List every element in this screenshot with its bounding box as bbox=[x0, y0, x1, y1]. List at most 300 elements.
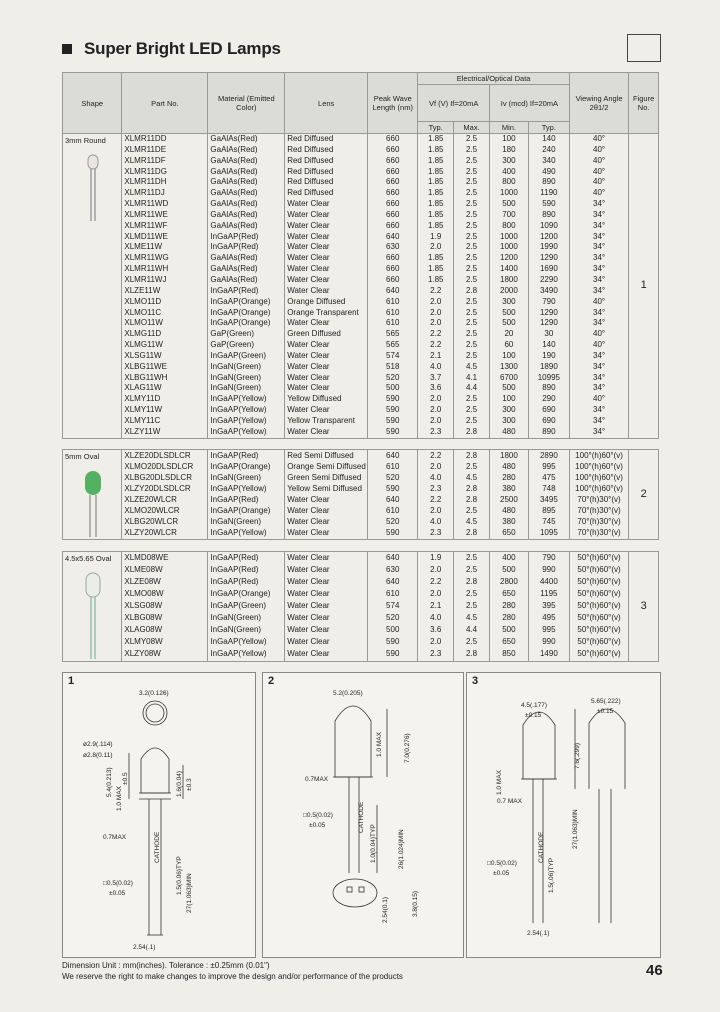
d2-l5: ±0.05 bbox=[309, 822, 326, 829]
material: InGaAP(Green) bbox=[208, 351, 285, 362]
table-row bbox=[63, 232, 659, 243]
iv-min: 380 bbox=[489, 484, 528, 495]
material: InGaN(Green) bbox=[208, 473, 285, 484]
table-row bbox=[63, 253, 659, 264]
table-row bbox=[63, 373, 659, 384]
vf-typ: 2.3 bbox=[418, 427, 454, 438]
iv-min: 480 bbox=[489, 506, 528, 517]
part-no: XLZE08W bbox=[122, 576, 208, 588]
iv-typ: 690 bbox=[528, 405, 569, 416]
material: InGaN(Green) bbox=[208, 613, 285, 625]
vf-max: 2.8 bbox=[454, 286, 490, 297]
part-no: XLMD08WE bbox=[122, 552, 208, 565]
lens: Orange Semi Diffused bbox=[285, 462, 368, 473]
corner-box bbox=[627, 34, 661, 62]
d1-l3: 5.4(0.213) bbox=[106, 767, 113, 797]
material: GaAlAs(Red) bbox=[208, 156, 285, 167]
header-iv: Iv (mcd) If=20mA bbox=[489, 85, 569, 122]
table-row bbox=[63, 576, 659, 588]
viewing-angle: 34° bbox=[569, 427, 628, 438]
vf-typ: 2.1 bbox=[418, 351, 454, 362]
viewing-angle: 40° bbox=[569, 297, 628, 308]
iv-min: 2800 bbox=[489, 576, 528, 588]
diagram-number: 2 bbox=[268, 675, 275, 687]
iv-typ: 890 bbox=[528, 210, 569, 221]
part-no: XLMO11C bbox=[122, 308, 208, 319]
iv-typ: 690 bbox=[528, 416, 569, 427]
iv-typ: 745 bbox=[528, 517, 569, 528]
shape-label: 5mm Oval bbox=[65, 452, 100, 462]
vf-max: 4.5 bbox=[454, 473, 490, 484]
header-part-no: Part No. bbox=[122, 73, 208, 134]
part-no: XLMR11WH bbox=[122, 264, 208, 275]
viewing-angle: 50°(h)60°(v) bbox=[569, 552, 628, 565]
viewing-angle: 34° bbox=[569, 242, 628, 253]
viewing-angle: 34° bbox=[569, 199, 628, 210]
vf-typ: 1.9 bbox=[418, 552, 454, 565]
part-no: XLSG08W bbox=[122, 601, 208, 613]
iv-typ: 1190 bbox=[528, 188, 569, 199]
peak-wavelength: 640 bbox=[368, 552, 418, 565]
iv-min: 100 bbox=[489, 351, 528, 362]
d3-l1: 7.6(.299) bbox=[574, 742, 581, 769]
d1-l9: □0.5(0.02) bbox=[103, 880, 133, 887]
part-no: XLMY11D bbox=[122, 394, 208, 405]
vf-typ: 3.6 bbox=[418, 383, 454, 394]
peak-wavelength: 640 bbox=[368, 495, 418, 506]
material: InGaAP(Yellow) bbox=[208, 416, 285, 427]
material: InGaAP(Yellow) bbox=[208, 649, 285, 662]
iv-typ: 1195 bbox=[528, 588, 569, 600]
material: GaAlAs(Red) bbox=[208, 134, 285, 145]
material: InGaAP(Orange) bbox=[208, 588, 285, 600]
d2-l6: 1.0(0.04)TYP bbox=[370, 824, 377, 863]
material: InGaAP(Yellow) bbox=[208, 528, 285, 540]
iv-min: 180 bbox=[489, 145, 528, 156]
peak-wavelength: 660 bbox=[368, 199, 418, 210]
vf-max: 2.5 bbox=[454, 199, 490, 210]
vf-typ: 2.0 bbox=[418, 242, 454, 253]
lens: Water Clear bbox=[285, 264, 368, 275]
iv-typ: 290 bbox=[528, 394, 569, 405]
lens: Water Clear bbox=[285, 576, 368, 588]
material: InGaAP(Yellow) bbox=[208, 405, 285, 416]
part-no: XLZY11W bbox=[122, 427, 208, 438]
iv-min: 300 bbox=[489, 405, 528, 416]
iv-typ: 1290 bbox=[528, 318, 569, 329]
d1-l10: ±0.05 bbox=[109, 890, 126, 897]
lens: Water Clear bbox=[285, 275, 368, 286]
iv-min: 500 bbox=[489, 564, 528, 576]
table-row bbox=[63, 362, 659, 373]
peak-wavelength: 660 bbox=[368, 188, 418, 199]
title-bullet bbox=[62, 44, 72, 54]
table-row bbox=[63, 167, 659, 178]
lens: Water Clear bbox=[285, 427, 368, 438]
peak-wavelength: 590 bbox=[368, 394, 418, 405]
d1-top-dim: 3.2(0.126) bbox=[139, 690, 169, 697]
table-row bbox=[63, 383, 659, 394]
figure-cell: 3 bbox=[629, 552, 659, 662]
viewing-angle: 50°(h)60°(v) bbox=[569, 613, 628, 625]
iv-typ: 990 bbox=[528, 637, 569, 649]
table-row bbox=[63, 286, 659, 297]
viewing-angle: 34° bbox=[569, 318, 628, 329]
peak-wavelength: 574 bbox=[368, 601, 418, 613]
part-no: XLMR11WD bbox=[122, 199, 208, 210]
iv-min: 1000 bbox=[489, 188, 528, 199]
iv-typ: 190 bbox=[528, 351, 569, 362]
part-no: XLBG20WLCR bbox=[122, 517, 208, 528]
vf-max: 2.5 bbox=[454, 329, 490, 340]
led-3mm-icon bbox=[83, 153, 103, 223]
iv-typ: 1490 bbox=[528, 649, 569, 662]
table-row bbox=[63, 351, 659, 362]
iv-typ: 395 bbox=[528, 601, 569, 613]
iv-min: 650 bbox=[489, 528, 528, 540]
viewing-angle: 100°(h)60°(v) bbox=[569, 462, 628, 473]
table-row bbox=[63, 552, 659, 565]
footer-disclaimer: We reserve the right to make changes to improve the design and/or performance of the products bbox=[62, 972, 403, 981]
vf-typ: 1.85 bbox=[418, 199, 454, 210]
lens: Water Clear bbox=[285, 637, 368, 649]
diagram-3-drawing bbox=[467, 673, 660, 957]
table-row bbox=[63, 625, 659, 637]
material: InGaAP(Orange) bbox=[208, 506, 285, 517]
header-view: Viewing Angle 2θ1/2 bbox=[569, 73, 628, 134]
vf-max: 2.5 bbox=[454, 242, 490, 253]
table-row bbox=[63, 473, 659, 484]
vf-max: 2.5 bbox=[454, 275, 490, 286]
header-vf: Vf (V) If=20mA bbox=[418, 85, 490, 122]
page-number: 46 bbox=[646, 962, 663, 979]
vf-max: 2.5 bbox=[454, 264, 490, 275]
iv-min: 280 bbox=[489, 601, 528, 613]
viewing-angle: 50°(h)60°(v) bbox=[569, 625, 628, 637]
material: InGaAP(Yellow) bbox=[208, 394, 285, 405]
vf-typ: 2.0 bbox=[418, 308, 454, 319]
vf-typ: 2.0 bbox=[418, 394, 454, 405]
spec-table-body bbox=[63, 134, 659, 662]
title-bar bbox=[62, 38, 281, 60]
table-row bbox=[63, 450, 659, 462]
peak-wavelength: 660 bbox=[368, 134, 418, 145]
viewing-angle: 34° bbox=[569, 383, 628, 394]
part-no: XLMY08W bbox=[122, 637, 208, 649]
vf-typ: 2.0 bbox=[418, 416, 454, 427]
vf-typ: 1.85 bbox=[418, 253, 454, 264]
d2-l9: 2.54(0.1) bbox=[382, 896, 389, 923]
d3-l2: 1.0 MAX bbox=[496, 770, 503, 795]
iv-typ: 1090 bbox=[528, 221, 569, 232]
peak-wavelength: 590 bbox=[368, 649, 418, 662]
iv-typ: 1200 bbox=[528, 232, 569, 243]
d3-top-dim2: ±0.15 bbox=[525, 712, 542, 719]
part-no: XLMD11WE bbox=[122, 232, 208, 243]
iv-min: 1000 bbox=[489, 242, 528, 253]
lens: Red Diffused bbox=[285, 145, 368, 156]
iv-typ: 140 bbox=[528, 340, 569, 351]
d3-top-dim3: 5.65(.222) bbox=[591, 698, 621, 705]
header-lens: Lens bbox=[285, 73, 368, 134]
table-row bbox=[63, 495, 659, 506]
peak-wavelength: 610 bbox=[368, 506, 418, 517]
iv-min: 1400 bbox=[489, 264, 528, 275]
vf-max: 2.5 bbox=[454, 308, 490, 319]
vf-max: 2.5 bbox=[454, 253, 490, 264]
material: InGaN(Green) bbox=[208, 517, 285, 528]
iv-min: 280 bbox=[489, 613, 528, 625]
iv-min: 500 bbox=[489, 199, 528, 210]
lens: Water Clear bbox=[285, 552, 368, 565]
iv-min: 100 bbox=[489, 394, 528, 405]
d2-l8: CATHODE bbox=[358, 801, 365, 833]
lens: Water Clear bbox=[285, 199, 368, 210]
material: InGaN(Green) bbox=[208, 373, 285, 384]
iv-min: 1800 bbox=[489, 275, 528, 286]
vf-max: 2.8 bbox=[454, 450, 490, 462]
part-no: XLMR11DH bbox=[122, 177, 208, 188]
peak-wavelength: 660 bbox=[368, 221, 418, 232]
page-title: Super Bright LED Lamps bbox=[84, 39, 281, 58]
header-typ: Typ. bbox=[418, 122, 454, 134]
vf-typ: 2.2 bbox=[418, 340, 454, 351]
peak-wavelength: 590 bbox=[368, 484, 418, 495]
iv-typ: 495 bbox=[528, 613, 569, 625]
peak-wavelength: 640 bbox=[368, 286, 418, 297]
peak-wavelength: 640 bbox=[368, 450, 418, 462]
iv-min: 500 bbox=[489, 383, 528, 394]
vf-typ: 2.2 bbox=[418, 450, 454, 462]
material: InGaAP(Red) bbox=[208, 450, 285, 462]
part-no: XLSG11W bbox=[122, 351, 208, 362]
viewing-angle: 70°(h)30°(v) bbox=[569, 506, 628, 517]
iv-min: 650 bbox=[489, 637, 528, 649]
header-max: Max. bbox=[454, 122, 490, 134]
iv-typ: 895 bbox=[528, 506, 569, 517]
vf-max: 2.5 bbox=[454, 552, 490, 565]
lens: Water Clear bbox=[285, 340, 368, 351]
vf-max: 2.5 bbox=[454, 340, 490, 351]
vf-max: 2.5 bbox=[454, 564, 490, 576]
vf-max: 2.5 bbox=[454, 297, 490, 308]
part-no: XLMR11WF bbox=[122, 221, 208, 232]
material: InGaAP(Orange) bbox=[208, 318, 285, 329]
lens: Water Clear bbox=[285, 564, 368, 576]
table-row bbox=[63, 329, 659, 340]
material: GaAlAs(Red) bbox=[208, 264, 285, 275]
d2-l1: 7.0(0.276) bbox=[404, 733, 411, 763]
vf-max: 2.5 bbox=[454, 405, 490, 416]
iv-typ: 340 bbox=[528, 156, 569, 167]
viewing-angle: 50°(h)60°(v) bbox=[569, 576, 628, 588]
lens: Water Clear bbox=[285, 221, 368, 232]
lens: Water Clear bbox=[285, 405, 368, 416]
footer-dimension-note: Dimension Unit : mm(inches). Tolerance : ±0.25mm (0.01") bbox=[62, 961, 270, 970]
table-row bbox=[63, 308, 659, 319]
lens: Water Clear bbox=[285, 351, 368, 362]
figure-cell: 2 bbox=[629, 450, 659, 540]
table-row bbox=[63, 275, 659, 286]
part-no: XLZY20WLCR bbox=[122, 528, 208, 540]
lens: Red Diffused bbox=[285, 156, 368, 167]
iv-typ: 990 bbox=[528, 564, 569, 576]
iv-typ: 4400 bbox=[528, 576, 569, 588]
lens: Water Clear bbox=[285, 613, 368, 625]
d1-l7: ±0.3 bbox=[186, 778, 193, 791]
table-row bbox=[63, 221, 659, 232]
table-row bbox=[63, 427, 659, 438]
iv-typ: 790 bbox=[528, 297, 569, 308]
peak-wavelength: 640 bbox=[368, 576, 418, 588]
peak-wavelength: 630 bbox=[368, 242, 418, 253]
diagram-number: 3 bbox=[472, 675, 479, 687]
shape-label: 3mm Round bbox=[65, 136, 106, 145]
table-row bbox=[63, 156, 659, 167]
viewing-angle: 50°(h)60°(v) bbox=[569, 588, 628, 600]
vf-typ: 2.0 bbox=[418, 405, 454, 416]
iv-typ: 1290 bbox=[528, 253, 569, 264]
diagram-number: 1 bbox=[68, 675, 75, 687]
viewing-angle: 34° bbox=[569, 221, 628, 232]
lens: Yellow Semi Diffused bbox=[285, 484, 368, 495]
material: GaAlAs(Red) bbox=[208, 177, 285, 188]
part-no: XLBG20DLSDLCR bbox=[122, 473, 208, 484]
vf-typ: 2.3 bbox=[418, 528, 454, 540]
table-row bbox=[63, 405, 659, 416]
iv-min: 800 bbox=[489, 177, 528, 188]
d3-l9: 2.54(.1) bbox=[527, 930, 550, 937]
vf-max: 2.8 bbox=[454, 528, 490, 540]
d2-top-dim: 5.2(0.205) bbox=[333, 690, 363, 697]
d1-l14: 2.54(.1) bbox=[133, 944, 156, 951]
viewing-angle: 34° bbox=[569, 286, 628, 297]
peak-wavelength: 610 bbox=[368, 318, 418, 329]
vf-max: 2.5 bbox=[454, 351, 490, 362]
vf-typ: 4.0 bbox=[418, 362, 454, 373]
material: GaAlAs(Red) bbox=[208, 221, 285, 232]
part-no: XLMR11DJ bbox=[122, 188, 208, 199]
iv-typ: 2890 bbox=[528, 450, 569, 462]
material: GaP(Green) bbox=[208, 329, 285, 340]
table-row bbox=[63, 517, 659, 528]
viewing-angle: 34° bbox=[569, 405, 628, 416]
vf-typ: 1.85 bbox=[418, 134, 454, 145]
part-no: XLBG11WH bbox=[122, 373, 208, 384]
d1-l4: 1.0 MAX bbox=[116, 786, 123, 811]
peak-wavelength: 660 bbox=[368, 253, 418, 264]
material: GaAlAs(Red) bbox=[208, 210, 285, 221]
peak-wavelength: 610 bbox=[368, 297, 418, 308]
vf-max: 2.5 bbox=[454, 145, 490, 156]
lens: Green Semi Diffused bbox=[285, 473, 368, 484]
lens: Red Diffused bbox=[285, 167, 368, 178]
part-no: XLBG08W bbox=[122, 613, 208, 625]
d2-l7: 26(1.024)MIN bbox=[398, 829, 405, 869]
iv-typ: 475 bbox=[528, 473, 569, 484]
lens: Water Clear bbox=[285, 362, 368, 373]
lens: Water Clear bbox=[285, 286, 368, 297]
material: InGaAP(Red) bbox=[208, 564, 285, 576]
vf-typ: 2.0 bbox=[418, 462, 454, 473]
part-no: XLBG11WE bbox=[122, 362, 208, 373]
lens: Water Clear bbox=[285, 506, 368, 517]
iv-min: 1200 bbox=[489, 253, 528, 264]
vf-max: 2.5 bbox=[454, 177, 490, 188]
part-no: XLMG11W bbox=[122, 340, 208, 351]
lens: Water Clear bbox=[285, 588, 368, 600]
iv-min: 300 bbox=[489, 156, 528, 167]
vf-max: 2.5 bbox=[454, 210, 490, 221]
iv-min: 2500 bbox=[489, 495, 528, 506]
iv-typ: 10995 bbox=[528, 373, 569, 384]
table-row bbox=[63, 177, 659, 188]
peak-wavelength: 640 bbox=[368, 232, 418, 243]
lens: Water Clear bbox=[285, 517, 368, 528]
led-5mm-oval-icon bbox=[81, 469, 105, 539]
vf-typ: 1.85 bbox=[418, 156, 454, 167]
vf-max: 4.5 bbox=[454, 613, 490, 625]
dimension-diagram-3 bbox=[466, 672, 661, 958]
d1-l1: ø2.9(.114) bbox=[83, 741, 113, 748]
vf-typ: 2.3 bbox=[418, 649, 454, 662]
table-row bbox=[63, 318, 659, 329]
header-eo: Electrical/Optical Data bbox=[418, 73, 570, 85]
iv-typ: 1890 bbox=[528, 362, 569, 373]
part-no: XLMG11D bbox=[122, 329, 208, 340]
vf-typ: 1.85 bbox=[418, 167, 454, 178]
vf-max: 2.5 bbox=[454, 156, 490, 167]
vf-max: 2.5 bbox=[454, 232, 490, 243]
part-no: XLME11W bbox=[122, 242, 208, 253]
part-no: XLAG11W bbox=[122, 383, 208, 394]
header-typ2: Typ. bbox=[528, 122, 569, 134]
vf-max: 2.5 bbox=[454, 506, 490, 517]
iv-min: 700 bbox=[489, 210, 528, 221]
table-row bbox=[63, 484, 659, 495]
material: InGaAP(Red) bbox=[208, 242, 285, 253]
part-no: XLZE20WLCR bbox=[122, 495, 208, 506]
peak-wavelength: 610 bbox=[368, 308, 418, 319]
vf-max: 4.5 bbox=[454, 517, 490, 528]
diagram-1-drawing bbox=[63, 673, 255, 957]
viewing-angle: 100°(h)60°(v) bbox=[569, 473, 628, 484]
vf-typ: 2.1 bbox=[418, 601, 454, 613]
part-no: XLMY11C bbox=[122, 416, 208, 427]
vf-max: 2.5 bbox=[454, 416, 490, 427]
peak-wavelength: 518 bbox=[368, 362, 418, 373]
table-row bbox=[63, 649, 659, 662]
header-figure: Figure No. bbox=[629, 73, 659, 134]
viewing-angle: 34° bbox=[569, 416, 628, 427]
lens: Water Clear bbox=[285, 625, 368, 637]
viewing-angle: 34° bbox=[569, 308, 628, 319]
vf-max: 2.5 bbox=[454, 601, 490, 613]
table-row bbox=[63, 264, 659, 275]
d3-l3: 0.7 MAX bbox=[497, 798, 522, 805]
viewing-angle: 34° bbox=[569, 232, 628, 243]
vf-max: 2.5 bbox=[454, 221, 490, 232]
d3-l8: CATHODE bbox=[538, 831, 545, 863]
d1-l11: 1.5(0.06)TYP bbox=[176, 856, 183, 895]
material: InGaAP(Red) bbox=[208, 576, 285, 588]
iv-typ: 590 bbox=[528, 199, 569, 210]
peak-wavelength: 520 bbox=[368, 473, 418, 484]
iv-typ: 890 bbox=[528, 427, 569, 438]
vf-max: 4.1 bbox=[454, 373, 490, 384]
viewing-angle: 40° bbox=[569, 329, 628, 340]
dimension-diagram-2 bbox=[262, 672, 464, 958]
